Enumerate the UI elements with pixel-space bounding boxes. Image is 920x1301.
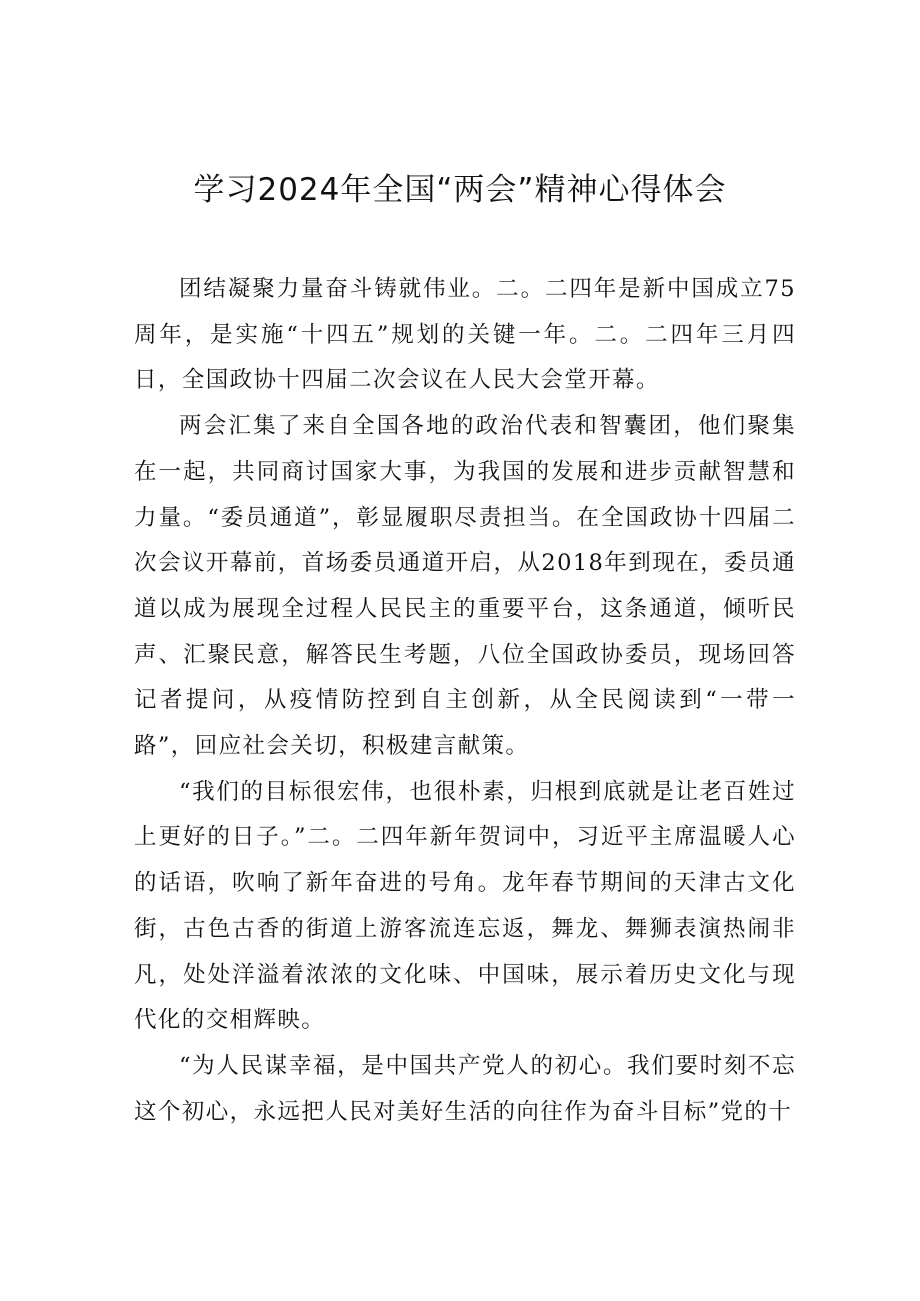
- paragraph-2: 两会汇集了来自全国各地的政治代表和智囊团，他们聚集在一起，共同商讨国家大事，为我国的发展和进步贡献智慧和力量。“委员通道”，彰显履职尽责担当。在全国政协十四届二次会议开幕前，首场委员通道开启，从2018年到现在，委员通道以成为展现全过程人民民主的重要平台，这条通道，倾听民声、汇聚民意，解答民生考题，八位全国政协委员，现场回答记者提问，从疫情防控到自主创新，从全民阅读到“一带一路”，回应社会关切，积极建言献策。: [134, 413, 796, 760]
- document-title: 学习2024年全国“两会”精神心得体会: [193, 172, 727, 208]
- document-body: [134, 267, 796, 1135]
- paragraph-4: “为人民谋幸福，是中国共产党人的初心。我们要时刻不忘这个初心，永远把人民对美好生活的向往作为奋斗目标”党的十: [134, 1052, 796, 1125]
- paragraph-3: “我们的目标很宏伟，也很朴素，归根到底就是让老百姓过上更好的日子。”二。二四年新年贺词中，习近平主席温暖人心的话语，吹响了新年奋进的号角。龙年春节期间的天津古文化街，古色古香的街道上游客流连忘返，舞龙、舞狮表演热闹非凡，处处洋溢着浓浓的文化味、中国味，展示着历史文化与现代化的交相辉映。: [134, 778, 796, 1034]
- paragraph-1: 团结凝聚力量奋斗铸就伟业。二。二四年是新中国成立75周年，是实施“十四五”规划的关键一年。二。二四年三月四日，全国政协十四届二次会议在人民大会堂开幕。: [134, 276, 796, 394]
